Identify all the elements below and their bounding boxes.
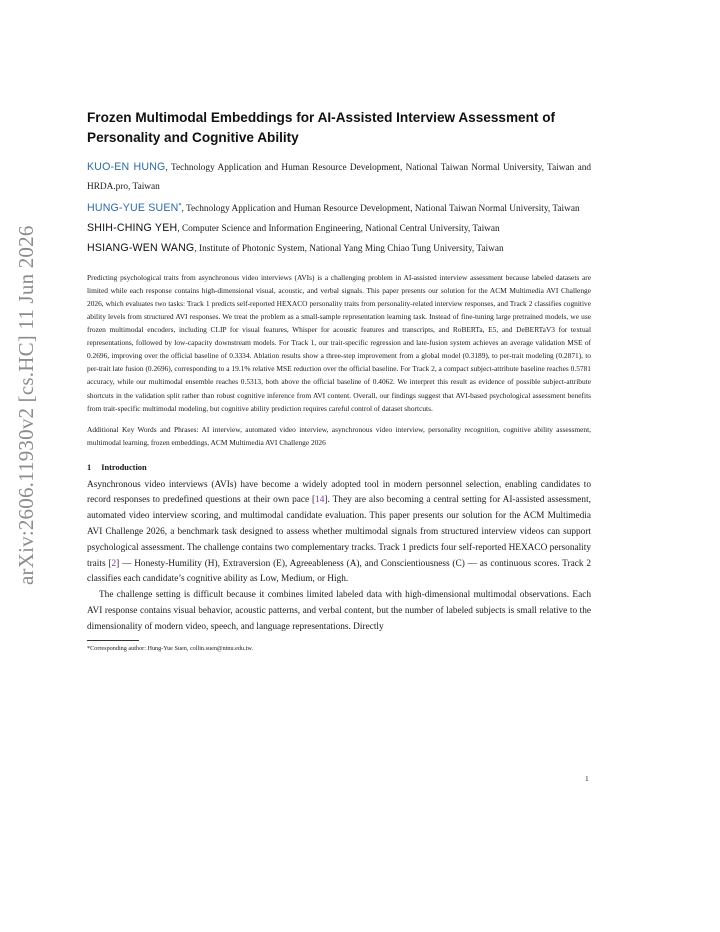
paper-page <box>87 108 591 653</box>
author-name[interactable]: HUNG-YUE SUEN <box>87 202 179 215</box>
intro-paragraph-1 <box>87 478 591 589</box>
intro-paragraph-2: The challenge setting is difficult because it combines limited labeled data with high-dimensional multimodal observations. Each AVI response contains visual behavior, acoustic patterns, and verbal content, but the number of labeled subjects is small relative to the dimensionality of modern video, speech, and language representations. Directly <box>87 590 591 632</box>
paper-title: Frozen Multimodal Embeddings for AI-Assisted Interview Assessment of Personality and Cognitive Ability <box>87 110 556 145</box>
keywords: Additional Key Words and Phrases: AI interview, automated video interview, asynchronous video interview, personality recognition, cognitive ability assessment, multimodal learning, frozen embeddings, ACM Multimedia AVI Challenge 2026 <box>87 424 591 447</box>
corresponding-mark: * <box>178 203 182 209</box>
author-name: HSIANG-WEN WANG <box>87 242 195 255</box>
author-affiliation: , Institute of Photonic System, National Yang Ming Chiao Tung University, Taiwan <box>194 244 504 255</box>
author-3 <box>87 219 591 239</box>
footnote-rule <box>87 640 139 641</box>
author-affiliation: , Computer Science and Information Engineering, National Central University, Taiwan <box>177 224 500 235</box>
text-run: ]. They are also becoming a central setting for AI-assisted assessment, automated video interview scoring, and multimodal candidate evaluation. This paper presents our solution for the ACM Multimedia AVI Challenge 2026, a benchmark task designed to assess whether multimodal signals from structured interview videos can support psychological assessment. The challenge contains two complementary tracks. Track 1 predicts four self-reported HEXACO personality traits [ <box>87 495 591 569</box>
abstract: Predicting psychological traits from asynchronous video interviews (AVIs) is a challenging problem in AI-assisted interview assessment because labeled datasets are limited while each response contains high-dimensional visual, acoustic, and verbal signals. This paper presents our solution for the ACM Multimedia AVI Challenge 2026, which evaluates two tasks: Track 1 predicts self-reported HEXACO personality traits from personality-related interview responses, and Track 2 classifies cognitive ability levels from structured AVI responses. We treat the problem as a small-sample representation learning task. Instead of fine-tuning large pretrained models, we use frozen multimodal encoders, including CLIP for visual features, Whisper for acoustic features and transcripts, and RoBERTa, E5, and DeBERTaV3 for textual representations, followed by low-capacity downstream models. For Track 1, our trait-specific regression and late-fusion system achieves an average validation MSE of 0.2696, improving over the official baseline of 0.3334. Ablation results show a three-step improvement from a global model (0.3189), to per-trait modeling (0.2871), to per-trait late fusion (0.2696), corresponding to a 19.1% relative MSE reduction over the official baseline. For Track 2, a compact subject-attribute baseline reaches 0.5781 accuracy, while our multimodal ensemble reaches 0.5313, both above the official baseline of 0.4062. We interpret this result as evidence of possible subject-attribute shortcuts in the validation split rather than robust cognitive inference from AVI content. Overall, our findings suggest that AVI-based psychological assessment benefits from trait-specific multimodal modeling, but cognitive ability prediction requires careful control of dataset shortcuts. <box>87 273 591 413</box>
author-1 <box>87 158 591 197</box>
author-affiliation: , Technology Application and Human Resource Development, National Taiwan Normal University, Taiwan and HRDA.pro, Taiwan <box>87 163 591 192</box>
citation-link[interactable]: 14 <box>315 495 325 506</box>
footnote: *Corresponding author: Hung-Yue Suen, collin.suen@ntnu.edu.tw. <box>87 644 253 652</box>
text-run: ] — Honesty-Humility (H), Extraversion (E), Agreeableness (A), and Conscientiousness (C) — as continuous scores. Track 2 classifies each candidate’s cognitive ability as Low, Medium, or High. <box>87 558 591 585</box>
citation-link[interactable]: 2 <box>111 558 117 569</box>
page-number: 1 <box>585 774 589 783</box>
arxiv-identifier: arXiv:2606.11930v2 [cs.HC] 11 Jun 2026 <box>14 225 38 585</box>
author-name: SHIH-CHING YEH <box>87 222 178 235</box>
section-number: 1 <box>87 462 92 472</box>
text-run: Asynchronous video interviews (AVIs) have become a widely adopted tool in modern personnel selection, enabling candidates to record responses to predefined questions at their own pace [ <box>87 479 591 506</box>
author-name[interactable]: KUO-EN HUNG <box>87 161 166 173</box>
author-4 <box>87 239 591 259</box>
author-affiliation: , Technology Application and Human Resource Development, National Taiwan Normal University, Taiwan <box>181 204 580 215</box>
section-title: Introduction <box>101 462 147 472</box>
author-2 <box>87 197 591 219</box>
section-heading <box>87 463 591 472</box>
